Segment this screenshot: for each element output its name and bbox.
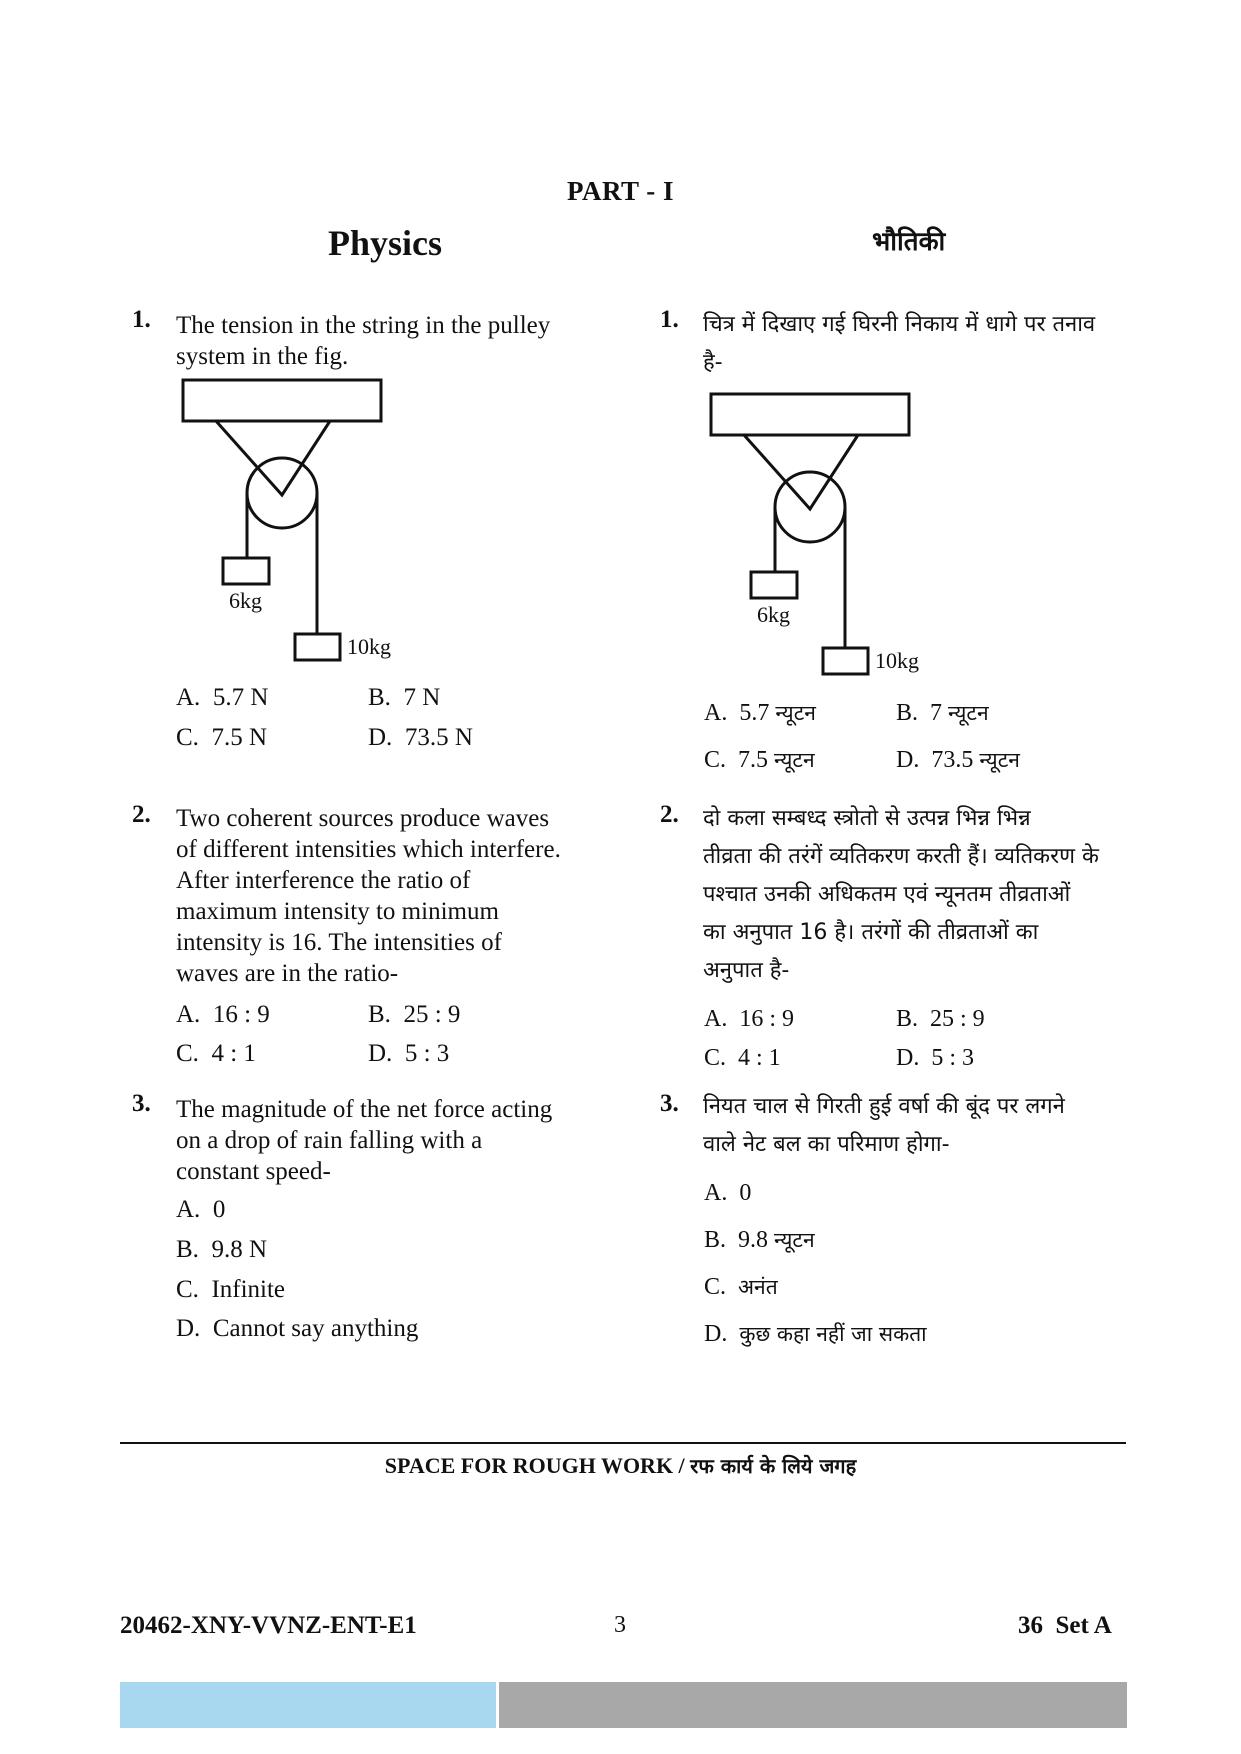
question-number: 2. — [132, 801, 151, 828]
option-a[interactable]: A. 16 : 9 — [704, 1006, 795, 1032]
question-text: चित्र में दिखाए गई घिरनी निकाय में धागे पर तनाव है- — [703, 312, 1096, 375]
option-a[interactable]: A. 0 — [704, 1180, 752, 1206]
mass-block-6kg — [223, 558, 269, 584]
subject-title-english: Physics — [328, 223, 443, 263]
part-title: PART - I — [566, 176, 675, 206]
question-text: The magnitude of the net force acting on a drop of rain falling with a constant speed- — [176, 1096, 553, 1185]
option-c[interactable]: C. 7.5 N — [176, 724, 267, 751]
question-text: Two coherent sources produce waves of different intensities which interfere. After interference the ratio of maximum intensity to minimum intensity is 16. The intensities of waves are in the ratio- — [176, 805, 561, 987]
question-number: 3. — [132, 1090, 151, 1117]
option-d[interactable]: D. 5 : 3 — [896, 1045, 975, 1071]
mass-label-right: 10kg — [875, 648, 919, 673]
question-text: The tension in the string in the pulley system in the fig. — [176, 312, 551, 370]
option-c[interactable]: C. 4 : 1 — [176, 1040, 256, 1067]
rough-work-divider — [120, 1442, 1126, 1444]
option-a[interactable]: A. 16 : 9 — [176, 1001, 270, 1028]
pulley-figure-hindi — [698, 384, 938, 684]
mass-block-6kg — [751, 572, 797, 598]
subject-title-hindi: भौतिकी — [872, 227, 946, 257]
option-d[interactable]: D. 73.5 N — [368, 724, 473, 751]
option-a[interactable]: A. 5.7 N — [176, 684, 269, 711]
option-c[interactable]: C. 7.5 न्यूटन — [704, 747, 815, 773]
question-text: दो कला सम्बध्द स्त्रोतो से उत्पन्न भिन्न भिन्न तीव्रता की तरंगें व्यतिकरण करती हैं। व्यतिकरण के पश्चात उनकी अधिकतम एवं न्यूनतम तीव्रताओं का अनुपात 16 है। तरंगों की तीव्रताओं का अनुपात है- — [703, 806, 1099, 983]
mass-block-10kg — [823, 648, 868, 674]
footer-bar-gray — [499, 1682, 1127, 1728]
question-text: नियत चाल से गिरती हुई वर्षा की बूंद पर लगने वाले नेट बल का परिमाण होगा- — [703, 1094, 1065, 1157]
option-d[interactable]: D. Cannot say anything — [176, 1315, 419, 1342]
question-number: 1. — [660, 306, 679, 333]
question-number: 2. — [660, 801, 679, 828]
option-a[interactable]: A. 5.7 न्यूटन — [704, 700, 816, 726]
option-c[interactable]: C. Infinite — [176, 1276, 286, 1303]
option-b[interactable]: B. 9.8 N — [176, 1236, 267, 1263]
rough-work-label: SPACE FOR ROUGH WORK / रफ कार्य के लिये जगह — [384, 1453, 857, 1478]
pulley-figure-english — [170, 370, 410, 670]
set-label: 36 Set A — [1018, 1612, 1112, 1639]
ceiling-support — [183, 380, 381, 421]
paper-code: 20462-XNY-VVNZ-ENT-E1 — [120, 1612, 417, 1639]
mass-block-10kg — [295, 634, 340, 660]
option-d[interactable]: D. 5 : 3 — [368, 1040, 450, 1067]
option-b[interactable]: B. 7 N — [368, 684, 441, 711]
ceiling-support — [711, 394, 909, 435]
option-c[interactable]: C. अनंत — [704, 1274, 778, 1300]
option-c[interactable]: C. 4 : 1 — [704, 1045, 781, 1071]
option-b[interactable]: B. 25 : 9 — [896, 1006, 985, 1032]
mass-label-left: 6kg — [229, 588, 262, 613]
question-number: 1. — [132, 306, 151, 333]
page-number: 3 — [614, 1612, 626, 1638]
mass-label-right: 10kg — [347, 634, 391, 659]
option-a[interactable]: A. 0 — [176, 1196, 226, 1223]
option-b[interactable]: B. 7 न्यूटन — [896, 700, 989, 726]
footer-bar-blue — [120, 1682, 496, 1728]
option-d[interactable]: D. 73.5 न्यूटन — [896, 747, 1020, 773]
question-number: 3. — [660, 1090, 679, 1117]
option-d[interactable]: D. कुछ कहा नहीं जा सकता — [704, 1321, 927, 1347]
mass-label-left: 6kg — [757, 602, 790, 627]
option-b[interactable]: B. 9.8 न्यूटन — [704, 1227, 815, 1253]
option-b[interactable]: B. 25 : 9 — [368, 1001, 461, 1028]
